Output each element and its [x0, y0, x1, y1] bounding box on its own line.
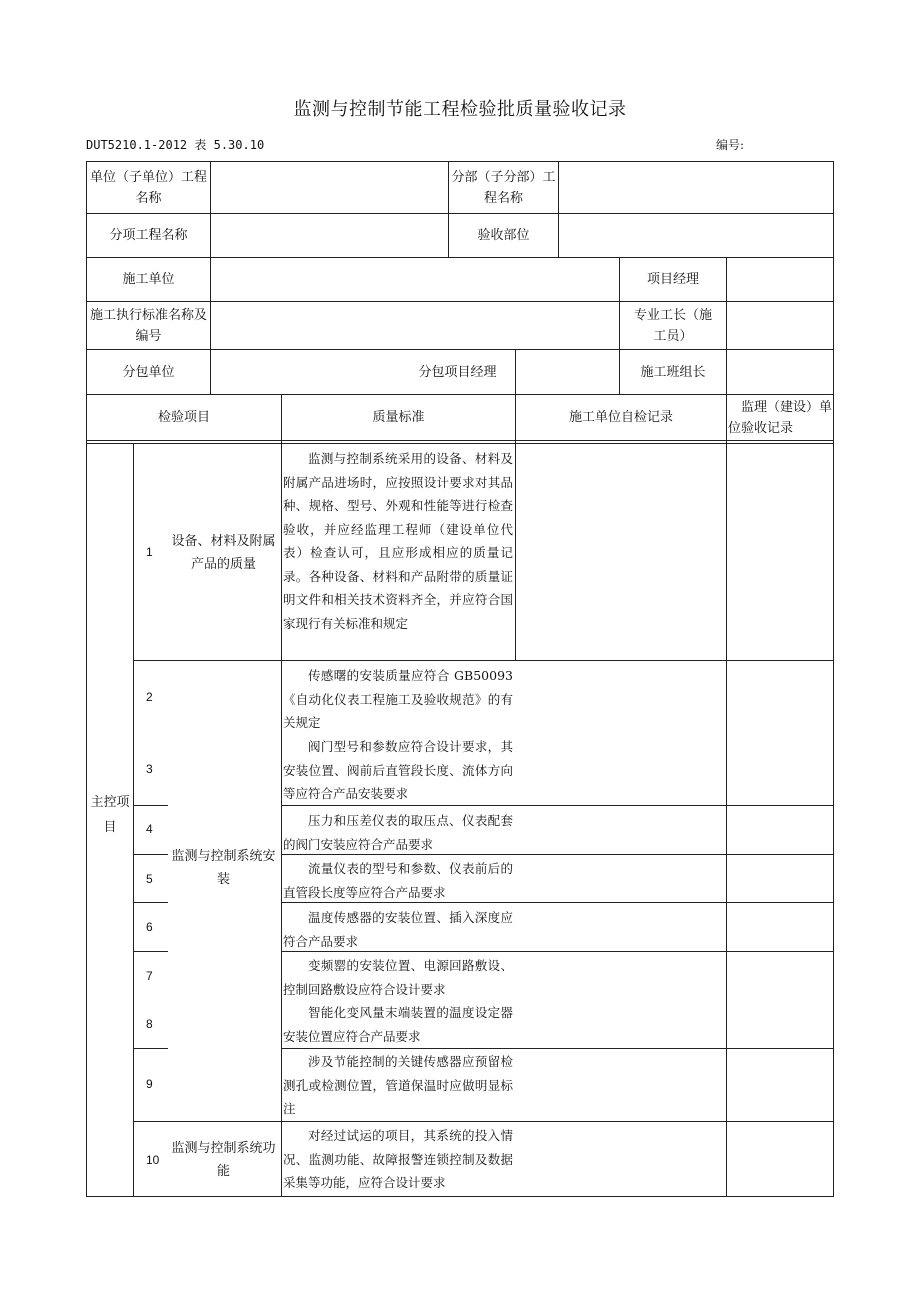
group-equipment-quality: 设备、材料及附属产品的质量 [171, 534, 276, 572]
main-control-label: 主控项目 [90, 795, 130, 835]
col-standard-header: 质量标准 [372, 410, 425, 425]
item-number: 6 [146, 920, 153, 934]
document-title: 监测与控制节能工程检验批质量验收记录 [293, 99, 627, 120]
foreman-label: 专业工长（施工员） [633, 307, 712, 344]
item-standard-text: 智能化变风量末端装置的温度设定器安装位置应符合产品要求 [283, 1005, 513, 1044]
item-standard-text: 温度传感器的安装位置、插入深度应符合产品要求 [283, 910, 513, 949]
item-standard-text: 阀门型号和参数应符合设计要求，其安装位置、阀前后直管段长度、流体方向等应符合产品安装要求 [283, 739, 513, 801]
item-number: 2 [146, 690, 153, 704]
col-item-header: 检验项目 [157, 410, 210, 425]
form-code: DUT5210.1-2012 表 5.30.10 [86, 138, 265, 152]
item-number: 10 [146, 1153, 160, 1167]
item-standard-text: 流量仪表的型号和参数、仪表前后的直管段长度等应符合产品要求 [283, 861, 513, 900]
unit-name-label: 单位（子单位）工程名称 [89, 169, 207, 206]
item-standard-text: 涉及节能控制的关键传感器应预留检测孔或检测位置，管道保温时应做明显标注 [283, 1054, 513, 1116]
item-number: 9 [146, 1077, 153, 1091]
item-number: 7 [146, 969, 153, 983]
item-number: 8 [146, 1017, 153, 1031]
item-number: 3 [146, 762, 153, 776]
item-standard-text: 对经过试运的项目，其系统的投入情况、监测功能、故障报警连锁控制及数据采集等功能，应符合设计要求 [283, 1128, 513, 1190]
sub-pm-label: 分包项目经理 [418, 364, 497, 380]
item-number: 1 [146, 545, 153, 559]
standard-label: 施工执行标准名称及编号 [89, 307, 207, 344]
item-number: 4 [146, 822, 153, 836]
acceptance-part-label: 验收部位 [477, 228, 530, 243]
subcontractor-label: 分包单位 [122, 364, 175, 380]
construction-unit-label: 施工单位 [122, 272, 175, 287]
group-system-function: 监测与控制系统功能 [171, 1141, 276, 1179]
col-self-check-header: 施工单位自检记录 [568, 410, 673, 425]
item-standard-text: 压力和压差仪表的取压点、仪表配套的阀门安装应符合产品要求 [283, 813, 513, 852]
item-standard-text: 传感曙的安装质量应符合 GB50093《自动化仪表工程施工及验收规范》的有关规定 [283, 668, 513, 730]
sub-division-label: 分部（子分部）工程名称 [451, 169, 556, 206]
item-standard-text: 监测与控制系统采用的设备、材料及附属产品进场时，应按照设计要求对其品种、规格、型号、外观和性能等进行检查验收，并应经监理工程师（建设单位代表）检查认可，且应形成相应的质量记录。各种设备、材料和产品附带的质量证明文件和相关技术资料齐全，并应符合国家现行有关标准和规定 [283, 451, 513, 631]
team-leader-label: 施工班组长 [640, 364, 706, 380]
sub-item-label: 分项工程名称 [109, 228, 188, 243]
item-standard-text: 变频罂的安装位置、电源回路敷设、控制回路敷设应符合设计要求 [283, 958, 513, 997]
serial-number-label: 编号: [716, 138, 745, 152]
group-system-installation: 监测与控制系统安装 [171, 849, 276, 887]
col-supervision-header: 监理（建设）单位验收记录 [728, 399, 833, 436]
item-number: 5 [146, 872, 153, 886]
project-manager-label: 项目经理 [646, 272, 699, 287]
